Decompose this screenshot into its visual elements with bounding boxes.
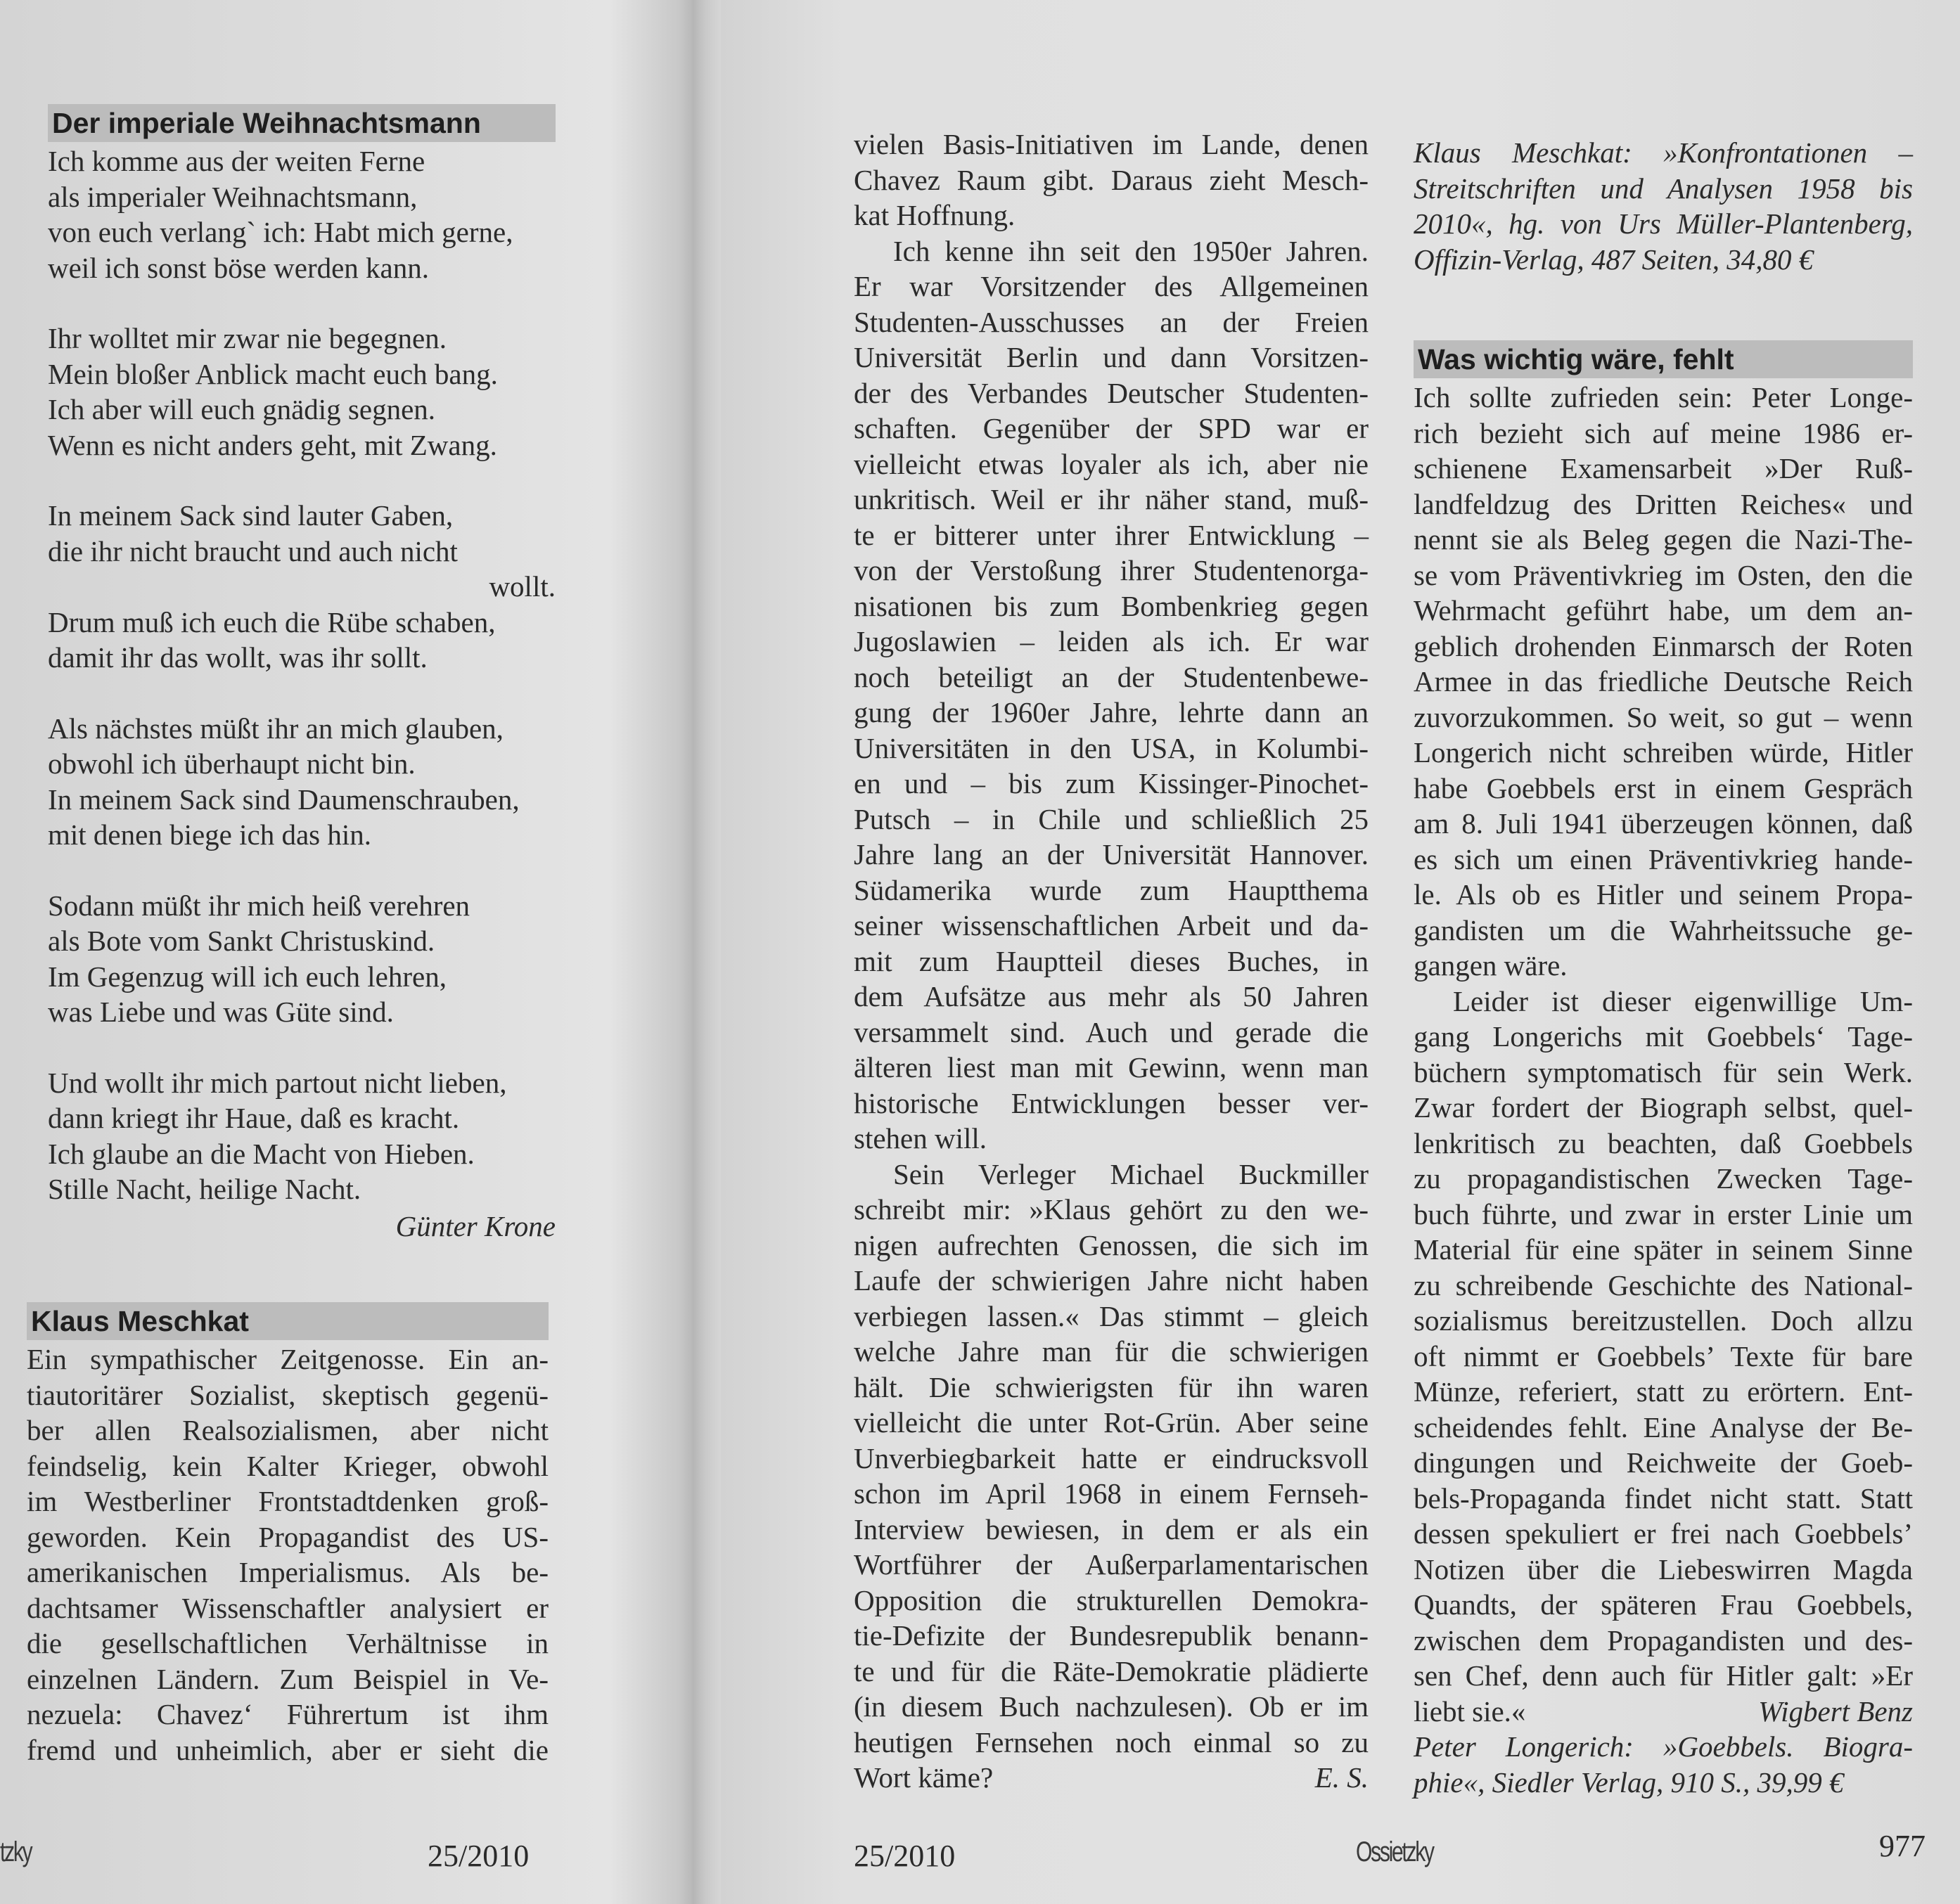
text-line: buch führte, und zwar in erster Linie um xyxy=(1414,1197,1913,1230)
text-line: geblich drohenden Einmarsch der Roten xyxy=(1414,629,1913,662)
text-line: vielleicht die unter Rot-Grün. Aber seine xyxy=(854,1406,1369,1439)
poem-line: Und wollt ihr mich partout nicht lieben, xyxy=(48,1066,507,1099)
poem-line: Als nächstes müßt ihr an mich glauben, xyxy=(48,712,504,745)
poem-line: was Liebe und was Güte sind. xyxy=(48,996,394,1028)
text-line: Münze, referiert, statt zu erörtern. Ent- xyxy=(1414,1375,1913,1408)
text-line: kat Hoffnung. xyxy=(854,199,1016,231)
text-line: Material für eine später in seinem Sinne xyxy=(1414,1233,1913,1266)
text-line: schon im April 1968 in einem Fernseh- xyxy=(854,1477,1369,1510)
poem-stanza xyxy=(48,498,556,676)
text-line: se vom Präventivkrieg im Osten, den die xyxy=(1414,558,1913,591)
poem-line: mit denen biege ich das hin. xyxy=(48,818,371,851)
meschkat-paragraph-1-cont xyxy=(854,127,1369,233)
text-line: historische Entwicklungen besser ver- xyxy=(854,1086,1369,1119)
text-line: zu schreibende Geschichte des National- xyxy=(1414,1268,1913,1301)
poem-line: Sodann müßt ihr mich heiß verehren xyxy=(48,889,470,922)
poem-body xyxy=(31,143,556,1207)
text-line: Offizin-Verlag, 487 Seiten, 34,80 € xyxy=(1414,243,1814,276)
meschkat-signature-line xyxy=(854,1760,1369,1796)
text-line: Streitschriften und Analysen 1958 bis xyxy=(1414,172,1913,205)
text-line: te er bitterer unter ihrer Entwicklung – xyxy=(854,518,1369,551)
poem-stanza xyxy=(48,888,556,1030)
text-line: Wortführer der Außerparlamentarischen xyxy=(854,1548,1369,1581)
meschkat-paragraph-2 xyxy=(854,233,1369,1157)
text-line: zwischen dem Propagandisten und des- xyxy=(1414,1623,1913,1657)
text-line: gandisten um die Wahrheitssuche ge- xyxy=(1414,913,1913,946)
text-line: Studenten-Ausschusses an der Freien xyxy=(854,305,1369,338)
text-line: hält. Die schwierigsten für ihn waren xyxy=(854,1370,1369,1403)
text-line: Unverbiegbarkeit hatte er eindrucksvoll xyxy=(854,1441,1369,1474)
text-line: zuvorzukommen. So weit, so gut – wenn xyxy=(1414,700,1913,733)
poem-line: Stille Nacht, heilige Nacht. xyxy=(48,1173,361,1205)
poem-line: Drum muß ich euch die Rübe schaben, xyxy=(48,605,496,638)
text-line: seiner wissenschaftlichen Arbeit und da- xyxy=(854,909,1369,941)
text-line: Notizen über die Liebeswirren Magda xyxy=(1414,1552,1913,1585)
longerich-signature-line xyxy=(1414,1694,1913,1730)
poem-line: Mein bloßer Anblick macht euch bang. xyxy=(48,357,498,390)
text-line: Jugoslawien – leiden als ich. Er war xyxy=(854,625,1369,657)
text-line: zu propagandistischen Zwecken Tage- xyxy=(1414,1162,1913,1195)
text-line: stehen will. xyxy=(854,1122,987,1154)
text-line: rich bezieht sich auf meine 1986 er- xyxy=(1414,416,1913,449)
meschkat-paragraph-1 xyxy=(27,1342,549,1768)
poem-stanza xyxy=(48,1065,556,1207)
text-line: Laufe der schwierigen Jahre nicht haben xyxy=(854,1264,1369,1297)
text-line: dingungen und Reichweite der Goeb- xyxy=(1414,1446,1913,1479)
text-line: Jahre lang an der Universität Hannover. xyxy=(854,838,1369,870)
text-line: schreibt mir: »Klaus gehört zu den we- xyxy=(854,1193,1369,1226)
text-line: verbiegen lassen.« Das stimmt – gleich xyxy=(854,1299,1369,1332)
text-line: Ein sympathischer Zeitgenosse. Ein an- xyxy=(27,1343,549,1375)
page-number: 977 xyxy=(1879,1829,1926,1863)
text-line: dachtsamer Wissenschaftler analysiert er xyxy=(27,1591,549,1624)
text-line: Ich sollte zufrieden sein: Peter Longe- xyxy=(1414,381,1913,413)
text-line: nezuela: Chavez‘ Führertum ist ihm xyxy=(27,1698,549,1730)
poem-line: Ihr wolltet mir zwar nie begegnen. xyxy=(48,322,447,354)
text-line: gangen wäre. xyxy=(1414,949,1568,982)
text-line: Putsch – in Chile und schließlich 25 xyxy=(854,802,1369,835)
text-line: feindselig, kein Kalter Krieger, obwohl xyxy=(27,1449,549,1482)
meschkat-paragraph-3 xyxy=(854,1157,1369,1761)
left-footer-issue: 25/2010 xyxy=(428,1839,530,1873)
text-line: versammelt sind. Auch und gerade die xyxy=(854,1015,1369,1048)
text-line: vielleicht etwas loyaler als ich, aber nie xyxy=(854,447,1369,480)
text-line: dessen spekuliert er frei nach Goebbels’ xyxy=(1414,1517,1913,1550)
poem-author: Günter Krone xyxy=(395,1209,556,1242)
meschkat-column-1 xyxy=(27,1302,549,1768)
text-line: le. Als ob es Hitler und seinem Propa- xyxy=(1414,878,1913,911)
poem-column xyxy=(31,104,556,1244)
meschkat-column-2 xyxy=(854,127,1369,1796)
text-line: Interview bewiesen, in dem er als ein xyxy=(854,1512,1369,1545)
left-footer-logo: tzky xyxy=(0,1837,32,1867)
text-line: Zwar fordert der Biograph selbst, quel- xyxy=(1414,1091,1913,1124)
poem-line: als Bote vom Sankt Christuskind. xyxy=(48,925,435,957)
text-line: gung der 1960er Jahre, lehrte dann an xyxy=(854,696,1369,728)
text-line: unkritisch. Weil er ihr näher stand, muß- xyxy=(854,483,1369,515)
text-line: Sein Verleger Michael Buckmiller xyxy=(893,1157,1369,1190)
text-line: fremd und unheimlich, aber er sieht die xyxy=(27,1733,549,1766)
longerich-paragraph-2 xyxy=(1414,984,1913,1694)
longerich-signature: Wigbert Benz xyxy=(1758,1694,1913,1728)
text-line: tiautoritärer Sozialist, skeptisch gegenü- xyxy=(27,1378,549,1411)
poem-stanza xyxy=(48,321,556,463)
poem-line: In meinem Sack sind Daumenschrauben, xyxy=(48,783,520,816)
poem-line: obwohl ich überhaupt nicht bin. xyxy=(48,747,416,780)
text-line: sen Chef, denn auch für Hitler galt: »Er xyxy=(1414,1659,1913,1692)
text-line: die gesellschaftlichen Verhältnisse in xyxy=(27,1627,549,1659)
text-line: Er war Vorsitzender des Allgemeinen xyxy=(854,270,1369,302)
text-line: Ich kenne ihn seit den 1950er Jahren. xyxy=(893,234,1369,267)
right-column xyxy=(1414,135,1913,1800)
meschkat-citation xyxy=(1414,135,1913,277)
poem-line: wollt. xyxy=(489,570,556,603)
poem-stanza xyxy=(48,711,556,853)
text-line: mit zum Hauptteil dieses Buches, in xyxy=(854,944,1369,977)
text-line: heutigen Fernsehen noch einmal so zu xyxy=(854,1725,1369,1758)
poem-line: die ihr nicht braucht und auch nicht xyxy=(48,534,458,567)
text-line: schaften. Gegenüber der SPD war er xyxy=(854,412,1369,444)
text-line: büchern symptomatisch für sein Werk. xyxy=(1414,1055,1913,1088)
text-line: Universität Berlin und dann Vorsitzen- xyxy=(854,341,1369,373)
text-line: nisationen bis zum Bombenkrieg gegen xyxy=(854,589,1369,622)
text-line: der des Verbandes Deutscher Studenten- xyxy=(854,376,1369,409)
text-line: gang Longerichs mit Goebbels‘ Tage- xyxy=(1414,1020,1913,1053)
text-line: nigen aufrechten Genossen, die sich im xyxy=(854,1228,1369,1261)
text-line: (in diesem Buch nachzulesen). Ob er im xyxy=(854,1690,1369,1723)
text-line: Quandts, der späteren Frau Goebbels, xyxy=(1414,1588,1913,1621)
text-line: oft nimmt er Goebbels’ Texte für bare xyxy=(1414,1339,1913,1372)
poem-line: Ich glaube an die Macht von Hieben. xyxy=(48,1137,475,1170)
text-line: sozialismus bereitzustellen. Doch allzu xyxy=(1414,1304,1913,1337)
meschkat-signature: E. S. xyxy=(1314,1761,1369,1794)
text-line: Opposition die strukturellen Demokra- xyxy=(854,1583,1369,1616)
text-line: im Westberliner Frontstadtdenken groß- xyxy=(27,1485,549,1517)
text-line: Universitäten in den USA, in Kolumbi- xyxy=(854,731,1369,764)
text-line: bels-Propaganda findet nicht statt. Statt xyxy=(1414,1481,1913,1514)
poem-stanza xyxy=(48,143,556,285)
text-line: vielen Basis-Initiativen im Lande, denen xyxy=(854,128,1369,160)
text-line: Armee in das friedliche Deutsche Reich xyxy=(1414,665,1913,697)
text-line: es sich um einen Präventivkrieg hande- xyxy=(1414,842,1913,875)
text-line: Klaus Meschkat: »Konfrontationen – xyxy=(1414,136,1913,169)
poem-line: Ich aber will euch gnädig segnen. xyxy=(48,393,436,425)
text-line: am 8. Juli 1941 überzeugen können, daß xyxy=(1414,807,1913,840)
text-line: lenkritisch zu beachten, daß Goebbels xyxy=(1414,1126,1913,1159)
text-line: amerikanischen Imperialismus. Als be- xyxy=(27,1556,549,1588)
text-line: von der Verstoßung ihrer Studentenorga- xyxy=(854,554,1369,586)
poem-line: damit ihr das wollt, was ihr sollt. xyxy=(48,641,428,674)
text-line: en und – bis zum Kissinger-Pinochet- xyxy=(854,767,1369,799)
text-line: einzelnen Ländern. Zum Beispiel in Ve- xyxy=(27,1662,549,1695)
poem-line: als imperialer Weihnachtsmann, xyxy=(48,180,418,213)
text-line: älteren liest man mit Gewinn, wenn man xyxy=(854,1051,1369,1083)
text-line: dem Aufsätze aus mehr als 50 Jahren xyxy=(854,980,1369,1012)
right-footer-logo: Ossietzky xyxy=(1356,1837,1433,1867)
text-line: scheidendes fehlt. Eine Analyse der Be- xyxy=(1414,1410,1913,1443)
meschkat-last-line: Wort käme? xyxy=(854,1761,994,1794)
text-line: Longerich nicht schreiben würde, Hitler xyxy=(1414,736,1913,768)
text-line: Wehrmacht geführt habe, um dem an- xyxy=(1414,594,1913,626)
text-line: Leider ist dieser eigenwillige Um- xyxy=(1453,984,1913,1017)
poem-line: von euch verlang` ich: Habt mich gerne, xyxy=(48,216,513,248)
text-line: Chavez Raum gibt. Daraus zieht Mesch- xyxy=(854,163,1369,196)
book-gutter xyxy=(693,0,721,1904)
poem-line: Im Gegenzug will ich euch lehren, xyxy=(48,960,447,993)
poem-line: Wenn es nicht anders geht, mit Zwang. xyxy=(48,428,497,461)
text-line: geworden. Kein Propagandist des US- xyxy=(27,1520,549,1553)
text-line: noch beteiligt an der Studentenbewe- xyxy=(854,660,1369,693)
poem-line: In meinem Sack sind lauter Gaben, xyxy=(48,499,454,532)
text-line: schienene Examensarbeit »Der Ruß- xyxy=(1414,452,1913,484)
poem-line: Ich komme aus der weiten Ferne xyxy=(48,145,425,177)
poem-line: dann kriegt ihr Haue, daß es kracht. xyxy=(48,1102,460,1134)
text-line: habe Goebbels erst in einem Gespräch xyxy=(1414,771,1913,804)
text-line: phie«, Siedler Verlag, 910 S., 39,99 € xyxy=(1414,1765,1844,1799)
right-footer-issue: 25/2010 xyxy=(854,1839,956,1873)
longerich-title: Was wichtig wäre, fehlt xyxy=(1414,340,1913,378)
poem-title: Der imperiale Weihnachtsmann xyxy=(48,104,556,142)
poem-line: weil ich sonst böse werden kann. xyxy=(48,251,429,284)
text-line: ber allen Realsozialismen, aber nicht xyxy=(27,1414,549,1446)
text-line: Südamerika wurde zum Hauptthema xyxy=(854,873,1369,906)
text-line: welche Jahre man für die schwierigen xyxy=(854,1335,1369,1368)
longerich-citation xyxy=(1414,1729,1913,1800)
longerich-paragraph-1 xyxy=(1414,380,1913,984)
text-line: te und für die Räte-Demokratie plädierte xyxy=(854,1654,1369,1687)
text-line: tie-Defizite der Bundesrepublik benann- xyxy=(854,1619,1369,1652)
longerich-last-line: liebt sie.« xyxy=(1414,1694,1526,1728)
meschkat-title: Klaus Meschkat xyxy=(27,1302,549,1340)
text-line: landfeldzug des Dritten Reiches« und xyxy=(1414,487,1913,520)
text-line: nennt sie als Beleg gegen die Nazi-The- xyxy=(1414,523,1913,555)
text-line: Peter Longerich: »Goebbels. Biogra- xyxy=(1414,1730,1913,1763)
text-line: 2010«, hg. von Urs Müller-Plantenberg, xyxy=(1414,207,1913,240)
